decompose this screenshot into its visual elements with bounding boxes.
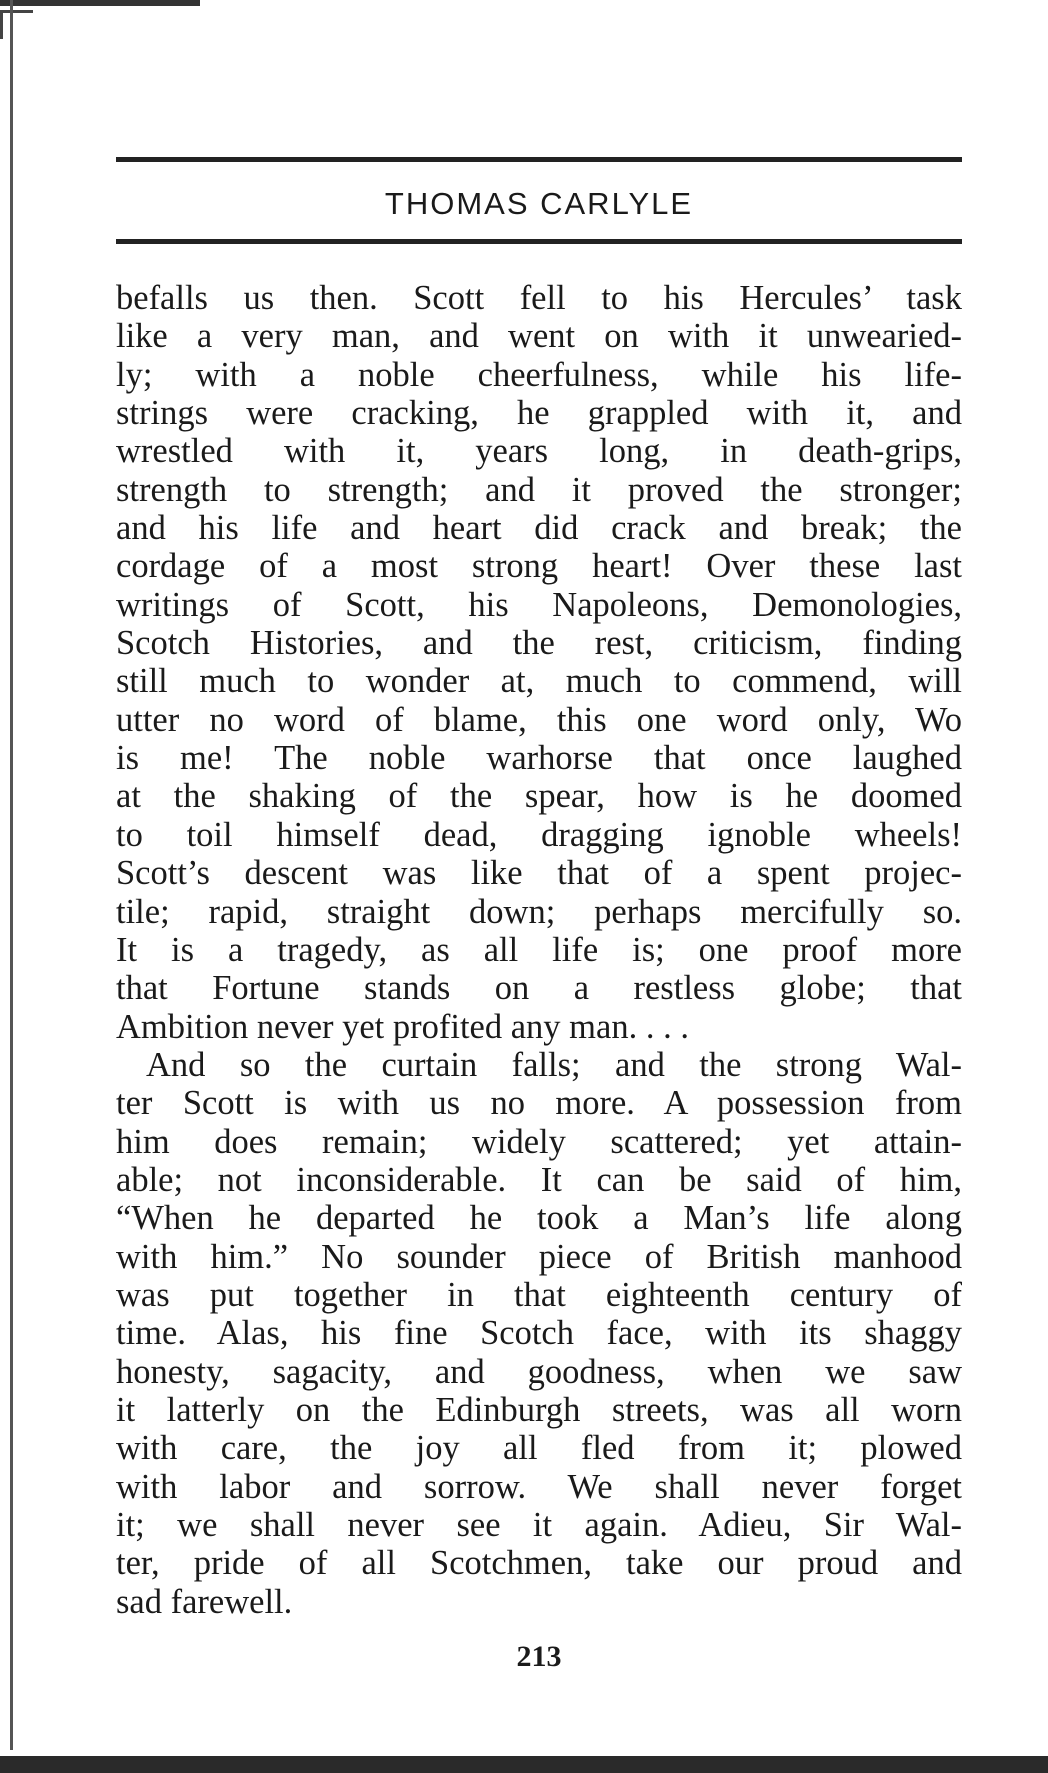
text-line: sad farewell.	[116, 1582, 293, 1621]
text-line: And so the curtain falls; and the strong Wal-	[146, 1045, 962, 1084]
text-line: cordage of a most strong heart! Over these last	[116, 547, 962, 586]
text-line: Ambition never yet profited any man. . . .	[116, 1007, 689, 1046]
text-line: tile; rapid, straight down; perhaps mercifully so.	[116, 892, 962, 931]
text-line: it; we shall never see it again. Adieu, Sir Wal-	[116, 1506, 962, 1544]
text-line: ter Scott is with us no more. A possession from	[116, 1084, 962, 1123]
scan-edge-bottom	[0, 1756, 1048, 1773]
text-line: ly; with a noble cheerfulness, while his life-	[116, 355, 962, 394]
text-line: and his life and heart did crack and break; the	[116, 509, 962, 548]
text-line: writings of Scott, his Napoleons, Demonologies,	[116, 585, 962, 624]
text-line: at the shaking of the spear, how is he doomed	[116, 777, 962, 816]
text-line: with him.” No sounder piece of British manhood	[116, 1237, 962, 1276]
header-rule-bottom	[116, 239, 962, 244]
text-line: strings were cracking, he grappled with it, and	[116, 394, 962, 433]
text-line: able; not inconsiderable. It can be said of him,	[116, 1160, 962, 1199]
text-line: ter, pride of all Scotchmen, take our proud and	[116, 1544, 962, 1583]
text-line: is me! The noble warhorse that once laughed	[116, 739, 962, 778]
text-line: Scotch Histories, and the rest, criticism, finding	[116, 624, 962, 663]
text-line: still much to wonder at, much to commend, will	[116, 662, 962, 701]
scan-edge-corner	[0, 10, 33, 39]
text-line: honesty, sagacity, and goodness, when we saw	[116, 1352, 962, 1391]
text-line: that Fortune stands on a restless globe; that	[116, 969, 962, 1008]
scan-edge-left	[10, 0, 13, 1750]
running-header: THOMAS CARLYLE	[384, 186, 694, 221]
text-line: to toil himself dead, dragging ignoble wheels!	[116, 815, 962, 854]
text-line: it latterly on the Edinburgh streets, was all worn	[116, 1390, 962, 1429]
text-line: “When he departed he took a Man’s life along	[116, 1199, 962, 1238]
page-number: 213	[516, 1640, 562, 1673]
text-line: wrestled with it, years long, in death-grips,	[116, 432, 962, 471]
text-line: with labor and sorrow. We shall never forget	[116, 1467, 962, 1506]
text-line: time. Alas, his fine Scotch face, with its shaggy	[116, 1314, 962, 1353]
text-line: like a very man, and went on with it unwearied-	[116, 317, 962, 356]
text-line: It is a tragedy, as all life is; one proof more	[116, 930, 962, 969]
header-rule-top	[116, 157, 962, 162]
text-line: befalls us then. Scott fell to his Hercules’ task	[116, 279, 962, 317]
text-line: strength to strength; and it proved the stronger;	[116, 470, 962, 509]
body-text	[116, 279, 962, 1621]
scan-edge-top	[0, 0, 200, 6]
text-line: utter no word of blame, this one word only, Wo	[116, 700, 962, 739]
text-line: Scott’s descent was like that of a spent projec-	[116, 854, 962, 893]
text-line: was put together in that eighteenth century of	[116, 1275, 962, 1314]
text-line: him does remain; widely scattered; yet attain-	[116, 1122, 962, 1161]
text-line: with care, the joy all fled from it; plowed	[116, 1429, 962, 1468]
